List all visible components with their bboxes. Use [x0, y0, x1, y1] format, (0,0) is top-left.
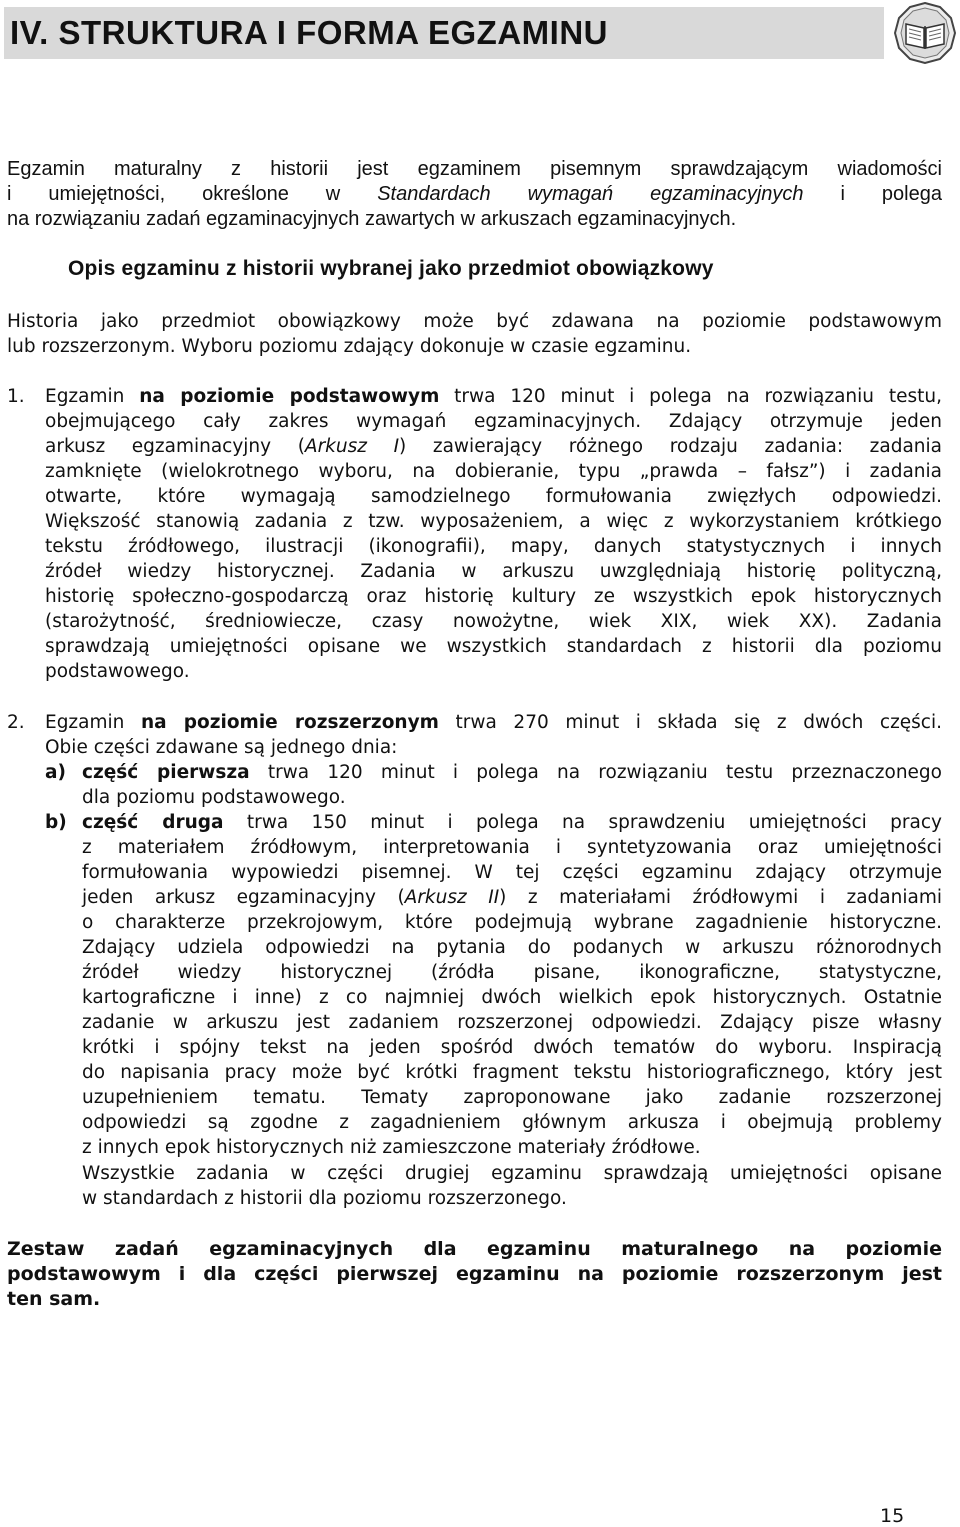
item-2b-line-3: formułowania wypowiedzi pisemnej. W tej części egzaminu zdający otrzymuje	[82, 862, 942, 883]
intro-line-3: na rozwiązaniu zadań egzaminacyjnych zawartych w arkuszach egzaminacyjnych.	[7, 208, 737, 230]
intro-line-2-part-b: i polega	[803, 183, 942, 205]
closing-line-3: ten sam.	[7, 1288, 101, 1310]
intro-line-2-italic: Standardach wymagań egzaminacyjnych	[377, 183, 804, 205]
item-2b-line-2: z materiałem źródłowym, interpretowania i syntetyzowania oraz umiejętności	[82, 837, 942, 858]
item-2b-line-6: Zdający udziela odpowiedzi na pytania do podanych w arkuszu różnorodnych	[82, 937, 942, 958]
item-2b-line-7: źródeł wiedzy historycznej (źródła pisane, ikonograficzne, statystyczne,	[82, 962, 942, 983]
item-2b-line-4-part-a: jeden arkusz egzaminacyjny (	[82, 887, 405, 908]
item-1-line-3	[45, 434, 942, 459]
item-2a-line-1-rest: trwa 120 minut i polega na rozwiązaniu testu przeznaczonego	[249, 762, 942, 783]
item-1-line-8: źródeł wiedzy historycznej. Zadania w arkuszu uwzględniają historię polityczną,	[45, 561, 942, 582]
item-1-line-9: historię społeczno-gospodarczą oraz historię kultury ze wszystkich epok historycznych	[45, 586, 942, 607]
item-2-line-1	[45, 710, 942, 735]
item-2-line-1-bold: na poziomie rozszerzonym	[140, 712, 439, 733]
item-2b-line-4-italic: Arkusz II	[404, 887, 500, 908]
item-2b-line-15: Wszystkie zadania w części drugiej egzaminu sprawdzają umiejętności opisane	[82, 1163, 942, 1184]
item-2b-line-13: odpowiedzi są zgodne z zagadnieniem głównym arkusza i obejmują problemy	[82, 1112, 942, 1133]
item-1-line-1-bold: na poziomie podstawowym	[139, 386, 440, 407]
item-2b-line-5: o charakterze przekrojowym, które podejmują wybrane zagadnienie historyczne.	[82, 912, 942, 933]
item-2a-line-1	[82, 760, 942, 785]
open-book-icon	[894, 2, 956, 64]
item-2b-line-4-part-b: ) z materiałami źródłowymi i zadaniami	[499, 887, 942, 908]
item-1-line-6: Większość stanowią zadania z tzw. wyposażeniem, a więc z wykorzystaniem krótkiego	[45, 511, 942, 532]
item-2a-marker: a)	[45, 762, 66, 783]
item-1-line-1-part-b: trwa 120 minut i polega na rozwiązaniu testu,	[439, 386, 942, 407]
item-1-line-3-part-a: arkusz egzaminacyjny (	[45, 436, 305, 457]
level-choice-line-2: lub rozszerzonym. Wyboru poziomu zdający dokonuje w czasie egzaminu.	[7, 336, 692, 357]
item-1-line-11: sprawdzają umiejętności opisane we wszystkich standardach z historii dla poziomu	[45, 636, 942, 657]
item-2-line-1-part-a: Egzamin	[45, 712, 141, 733]
intro-line-1: Egzamin maturalny z historii jest egzaminem pisemnym sprawdzającym wiadomości	[7, 158, 942, 180]
page-number: 15	[880, 1505, 905, 1527]
item-2-number: 2.	[7, 712, 25, 733]
item-2b-line-9: zadanie w arkuszu jest zadaniem rozszerzonej odpowiedzi. Zdający pisze własny	[82, 1012, 942, 1033]
item-1-line-7: tekstu źródłowego, ilustracji (ikonografii), mapy, danych statystycznych i innych	[45, 536, 942, 557]
item-2b-bold: część druga	[82, 812, 224, 833]
item-2b-line-1	[82, 810, 942, 835]
item-2b-line-8: kartograficzne i inne) z co najmniej dwóch wielkich epok historycznych. Ostatnie	[82, 987, 942, 1008]
item-1-line-12: podstawowego.	[45, 661, 190, 682]
item-2b-marker: b)	[45, 812, 67, 833]
closing-paragraph	[7, 1237, 942, 1312]
closing-line-1: Zestaw zadań egzaminacyjnych dla egzaminu maturalnego na poziomie	[7, 1238, 942, 1260]
item-1-line-3-part-b: ) zawierający różnego rodzaju zadania: zadania	[399, 436, 943, 457]
item-2b-line-10: krótki i spójny tekst na jeden spośród dwóch tematów do wyboru. Inspiracją	[82, 1037, 942, 1058]
item-2b-line-16: w standardach z historii dla poziomu rozszerzonego.	[82, 1188, 567, 1209]
item-1-line-1	[45, 384, 942, 409]
closing-line-2: podstawowym i dla części pierwszej egzaminu na poziomie rozszerzonym jest	[7, 1263, 942, 1285]
section-heading: Opis egzaminu z historii wybranej jako przedmiot obowiązkowy	[68, 257, 714, 280]
item-2b-line-12: uzupełnieniem tematu. Tematy zaproponowane jako zadanie rozszerzonej	[82, 1087, 942, 1108]
item-2a-line-2: dla poziomu podstawowego.	[82, 787, 346, 808]
level-choice-line-1: Historia jako przedmiot obowiązkowy może być zdawana na poziomie podstawowym	[7, 311, 942, 332]
item-1-line-3-italic: Arkusz I	[304, 436, 400, 457]
item-1-line-4: zamknięte (wielokrotnego wyboru, na dobieranie, typu „prawda – fałsz”) i zadania	[45, 461, 942, 482]
item-2b-line-1-rest: trwa 150 minut i polega na sprawdzeniu umiejętności pracy	[223, 812, 942, 833]
item-2b-line-14: z innych epok historycznych niż zamieszczone materiały źródłowe.	[82, 1137, 701, 1158]
item-2b-line-4	[82, 885, 942, 910]
item-2-line-2: Obie części zdawane są jednego dnia:	[45, 737, 398, 758]
item-2b-line-11: do napisania pracy może być krótki fragment tekstu historiograficznego, który jest	[82, 1062, 942, 1083]
item-1-line-1-part-a: Egzamin	[45, 386, 140, 407]
item-1-line-10: (starożytność, średniowiecze, czasy nowożytne, wiek XIX, wiek XX). Zadania	[45, 611, 942, 632]
item-1-line-5: otwarte, które wymagają samodzielnego formułowania zwięzłych odpowiedzi.	[45, 486, 942, 507]
item-1-number: 1.	[7, 386, 25, 407]
intro-line-2	[7, 182, 942, 207]
item-2a-bold: część pierwsza	[82, 762, 250, 783]
item-2-line-1-part-b: trwa 270 minut i składa się z dwóch części.	[438, 712, 942, 733]
item-1-line-2: obejmującego cały zakres wymagań egzaminacyjnych. Zdający otrzymuje jeden	[45, 411, 942, 432]
page-title: IV. STRUKTURA I FORMA EGZAMINU	[10, 14, 608, 51]
intro-line-2-part-a: i umiejętności, określone w	[7, 183, 378, 205]
